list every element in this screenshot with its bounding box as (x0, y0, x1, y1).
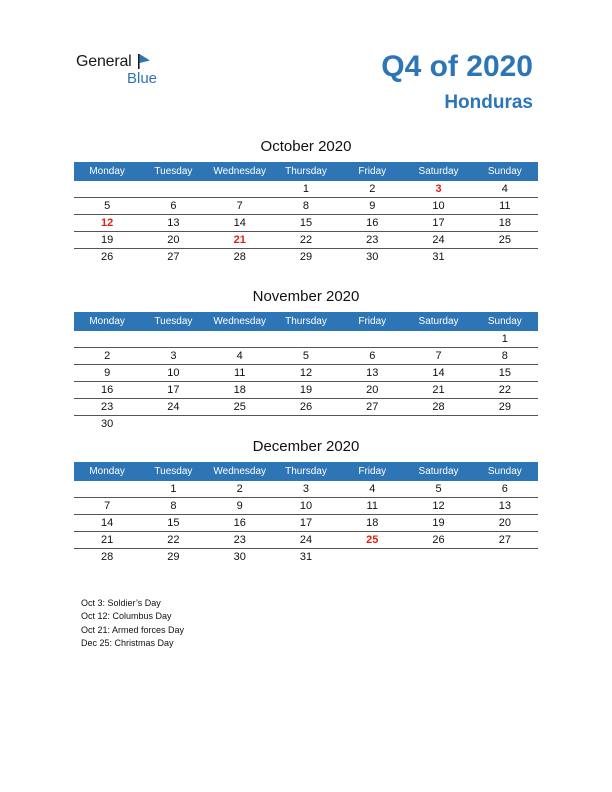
weekday-label: Tuesday (154, 466, 193, 477)
date-cell: 8 (302, 200, 310, 212)
date-cell (140, 416, 206, 433)
week-row (74, 515, 538, 532)
calendar-grid (74, 462, 538, 566)
holiday-date-cell: 25 (366, 534, 379, 546)
week-row (74, 382, 538, 399)
weekday-header (74, 162, 538, 181)
date-cell (472, 416, 538, 433)
date-cell: 30 (233, 551, 246, 563)
weekday-label: Wednesday (213, 166, 267, 177)
week-row (74, 232, 538, 249)
weekday-header (74, 312, 538, 331)
month-december (74, 437, 538, 566)
logo-text-general: General (76, 53, 132, 70)
date-cell: 28 (101, 551, 114, 563)
date-cell: 14 (101, 517, 114, 529)
date-cell: 10 (432, 200, 445, 212)
date-cell: 17 (167, 384, 180, 396)
weekday-label: Wednesday (213, 466, 267, 477)
date-cell: 2 (236, 483, 243, 495)
date-cell: 30 (366, 251, 379, 263)
date-cell (339, 331, 405, 347)
weekday-label: Wednesday (213, 316, 267, 327)
date-cell: 26 (299, 401, 313, 413)
date-cell: 17 (299, 517, 313, 529)
date-cell: 22 (299, 234, 313, 246)
weekday-label: Thursday (285, 466, 327, 477)
date-cell: 21 (101, 534, 114, 546)
date-cell: 27 (498, 534, 511, 546)
date-cell (74, 481, 140, 497)
date-cell: 4 (501, 183, 508, 195)
date-cell: 28 (233, 251, 246, 263)
date-cell: 8 (170, 500, 177, 512)
date-cell: 31 (299, 551, 313, 563)
month-title: December 2020 (252, 438, 360, 455)
date-cell: 3 (302, 483, 310, 495)
date-cell: 2 (369, 183, 376, 195)
holiday-note: Oct 12: Columbus Day (81, 611, 172, 622)
week-row (74, 249, 538, 266)
holiday-date-cell: 12 (101, 217, 114, 229)
date-cell: 28 (432, 401, 445, 413)
date-cell: 13 (366, 367, 379, 379)
date-cell: 25 (498, 234, 511, 246)
date-cell: 22 (167, 534, 180, 546)
week-row (74, 481, 538, 498)
date-cell: 9 (369, 200, 376, 212)
date-cell: 5 (104, 200, 111, 212)
date-cell: 12 (299, 367, 313, 379)
week-row (74, 331, 538, 348)
weekday-label: Monday (89, 466, 125, 477)
date-cell: 16 (366, 217, 379, 229)
date-cell: 29 (498, 401, 511, 413)
calendar-grid (74, 312, 538, 433)
weekday-label: Monday (89, 316, 125, 327)
date-cell: 6 (369, 350, 376, 362)
month-title: October 2020 (260, 138, 352, 155)
quarter-title: Q4 of 2020 (381, 50, 533, 83)
weekday-label: Thursday (285, 166, 327, 177)
holiday-list (81, 597, 184, 650)
date-cell (339, 549, 405, 566)
weekday-label: Saturday (418, 466, 459, 477)
date-cell: 9 (236, 500, 243, 512)
date-cell: 5 (302, 350, 310, 362)
generalblue-logo (76, 52, 176, 88)
flag-icon (138, 54, 150, 69)
date-cell: 30 (101, 418, 114, 430)
holiday-note: Dec 25: Christmas Day (81, 637, 174, 648)
date-cell: 21 (432, 384, 445, 396)
date-cell: 29 (299, 251, 313, 263)
date-cell (140, 331, 206, 347)
date-cell: 6 (501, 483, 508, 495)
holiday-note: Oct 3: Soldier’s Day (81, 598, 161, 608)
month-title: November 2020 (252, 288, 360, 305)
date-cell: 24 (167, 401, 180, 413)
holiday-date-cell: 21 (233, 234, 246, 246)
date-cell: 15 (498, 367, 511, 379)
weekday-label: Friday (358, 466, 387, 477)
date-cell (207, 181, 273, 197)
week-row (74, 498, 538, 515)
date-cell (405, 331, 471, 347)
date-cell (140, 181, 206, 197)
date-cell: 14 (233, 217, 246, 229)
date-cell: 26 (432, 534, 445, 546)
weekday-label: Thursday (285, 316, 327, 327)
date-cell: 20 (498, 517, 511, 529)
date-cell: 26 (101, 251, 114, 263)
month-october (74, 137, 538, 266)
date-cell: 19 (432, 517, 445, 529)
date-cell: 18 (233, 384, 246, 396)
date-cell: 15 (167, 517, 180, 529)
date-cell: 7 (104, 500, 111, 512)
date-cell (472, 249, 538, 266)
date-cell: 13 (167, 217, 180, 229)
date-cell (74, 181, 140, 197)
week-row (74, 399, 538, 416)
date-cell: 3 (170, 350, 177, 362)
date-cell: 4 (236, 350, 243, 362)
holiday-date-cell: 3 (435, 183, 442, 195)
weekday-label: Monday (89, 166, 125, 177)
date-cell (74, 331, 140, 347)
date-cell: 20 (167, 234, 180, 246)
weekday-label: Saturday (418, 316, 459, 327)
date-cell: 7 (435, 350, 442, 362)
date-cell: 23 (366, 234, 379, 246)
date-cell: 31 (432, 251, 445, 263)
date-cell: 29 (167, 551, 180, 563)
weekday-label: Sunday (487, 166, 522, 177)
date-cell: 20 (366, 384, 379, 396)
date-cell: 10 (167, 367, 180, 379)
weekday-label: Friday (358, 166, 387, 177)
date-cell: 8 (501, 350, 508, 362)
date-cell (472, 549, 538, 566)
date-cell: 11 (366, 500, 378, 512)
weekday-label: Tuesday (154, 166, 193, 177)
date-cell: 13 (498, 500, 511, 512)
holiday-note: Oct 21: Armed forces Day (81, 624, 185, 635)
week-row (74, 348, 538, 365)
date-cell: 4 (369, 483, 376, 495)
date-cell: 12 (432, 500, 445, 512)
date-cell: 19 (299, 384, 313, 396)
date-cell: 5 (435, 483, 442, 495)
date-cell: 9 (104, 367, 111, 379)
date-cell (405, 549, 471, 566)
weekday-label: Tuesday (154, 316, 193, 327)
calendar-grid (74, 162, 538, 266)
date-cell (405, 416, 471, 433)
date-cell: 18 (498, 217, 511, 229)
date-cell: 14 (432, 367, 445, 379)
date-cell: 6 (170, 200, 177, 212)
date-cell: 18 (366, 517, 379, 529)
date-cell: 19 (101, 234, 114, 246)
date-cell (273, 331, 339, 347)
weekday-label: Sunday (487, 316, 522, 327)
week-row (74, 198, 538, 215)
weekday-label: Saturday (418, 166, 459, 177)
date-cell (339, 416, 405, 433)
week-row (74, 365, 538, 382)
date-cell: 1 (501, 333, 508, 345)
week-row (74, 416, 538, 433)
date-cell (207, 416, 273, 433)
date-cell: 27 (167, 251, 180, 263)
date-cell: 10 (299, 500, 313, 512)
date-cell: 24 (299, 534, 313, 546)
date-cell: 11 (499, 200, 511, 212)
weekday-label: Sunday (487, 466, 522, 477)
weekday-header (74, 462, 538, 481)
month-november (74, 287, 538, 433)
date-cell: 11 (233, 367, 246, 379)
date-cell: 22 (498, 384, 511, 396)
date-cell: 23 (233, 534, 246, 546)
date-cell (207, 331, 273, 347)
logo-text-blue: Blue (127, 70, 158, 87)
date-cell: 16 (101, 384, 114, 396)
date-cell: 27 (366, 401, 379, 413)
date-cell (273, 416, 339, 433)
week-row (74, 549, 538, 566)
date-cell: 1 (302, 183, 310, 195)
week-row (74, 181, 538, 198)
date-cell: 17 (432, 217, 445, 229)
date-cell: 24 (432, 234, 445, 246)
date-cell: 7 (236, 200, 243, 212)
date-cell: 1 (170, 483, 177, 495)
weekday-label: Friday (358, 316, 387, 327)
date-cell: 25 (233, 401, 246, 413)
week-row (74, 532, 538, 549)
date-cell: 23 (101, 401, 114, 413)
date-cell: 15 (299, 217, 313, 229)
date-cell: 16 (233, 517, 246, 529)
country-title: Honduras (444, 92, 533, 113)
date-cell: 2 (104, 350, 111, 362)
week-row (74, 215, 538, 232)
